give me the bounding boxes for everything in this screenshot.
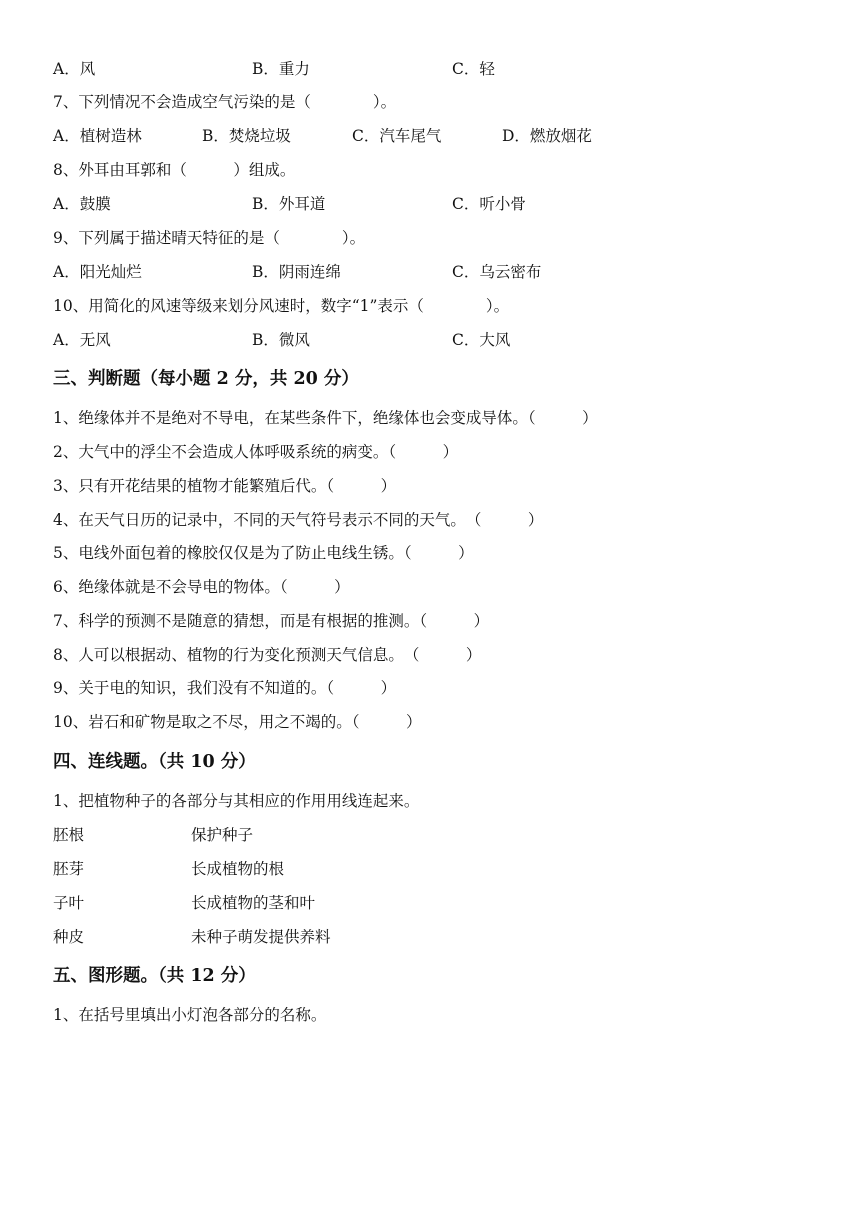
judge-item-4: 4、在天气日历的记录中，不同的天气符号表示不同的天气。 （ ） bbox=[53, 511, 544, 529]
question-10: 10、用简化的风速等级来划分风速时，数字“1”表示（ ）。 bbox=[53, 297, 510, 315]
q9-option-c: C．乌云密布 bbox=[452, 263, 542, 281]
q10-option-b: B．微风 bbox=[252, 331, 310, 349]
q7-option-d: D．燃放烟花 bbox=[502, 127, 592, 145]
function-protect-seed: 保护种子 bbox=[191, 826, 254, 844]
judge-item-8: 8、人可以根据动、植物的行为变化预测天气信息。 （ ） bbox=[53, 646, 482, 664]
q9-option-b: B．阴雨连绵 bbox=[252, 263, 341, 281]
judge-item-1: 1、绝缘体并不是绝对不导电，在某些条件下，绝缘体也会变成导体。（ ） bbox=[53, 409, 598, 427]
seed-part-plumule: 胚芽 bbox=[53, 860, 85, 878]
judge-item-5: 5、电线外面包着的橡胶仅仅是为了防止电线生锈。（ ） bbox=[53, 544, 474, 562]
q7-option-c: C．汽车尾气 bbox=[352, 127, 442, 145]
seed-part-radicle: 胚根 bbox=[53, 826, 85, 844]
q10-option-a: A．无风 bbox=[53, 331, 111, 349]
judge-item-2: 2、大气中的浮尘不会造成人体呼吸系统的病变。（ ） bbox=[53, 443, 459, 461]
judge-item-3: 3、只有开花结果的植物才能繁殖后代。（ ） bbox=[53, 477, 397, 495]
judge-item-7: 7、科学的预测不是随意的猜想，而是有根据的推测。（ ） bbox=[53, 612, 490, 630]
judge-item-6: 6、绝缘体就是不会导电的物体。（ ） bbox=[53, 578, 350, 596]
function-grow-root: 长成植物的根 bbox=[191, 860, 285, 878]
q7-option-a: A．植树造林 bbox=[53, 127, 142, 145]
figure-instruction: 1、在括号里填出小灯泡各部分的名称。 bbox=[53, 1006, 327, 1024]
question-9: 9、下列属于描述晴天特征的是（ ）。 bbox=[53, 229, 366, 247]
function-grow-stem-leaf: 长成植物的茎和叶 bbox=[191, 894, 316, 912]
q8-option-c: C．听小骨 bbox=[452, 195, 526, 213]
q8-option-a: A．鼓膜 bbox=[53, 195, 111, 213]
q10-option-c: C．大风 bbox=[452, 331, 511, 349]
q6-option-b: B．重力 bbox=[252, 60, 310, 78]
function-provide-nutrients: 未种子萌发提供养料 bbox=[191, 928, 331, 946]
matching-instruction: 1、把植物种子的各部分与其相应的作用用线连起来。 bbox=[53, 792, 420, 810]
seed-part-seed-coat: 种皮 bbox=[53, 928, 85, 946]
judge-item-10: 10、岩石和矿物是取之不尽，用之不竭的。（ ） bbox=[53, 713, 422, 731]
question-7: 7、下列情况不会造成空气污染的是（ ）。 bbox=[53, 93, 397, 111]
q9-option-a: A．阳光灿烂 bbox=[53, 263, 142, 281]
q6-option-c: C．轻 bbox=[452, 60, 495, 78]
q6-option-a: A．风 bbox=[53, 60, 96, 78]
section-heading-figure: 五、图形题。（共 12 分） bbox=[53, 966, 256, 986]
q7-option-b: B．焚烧垃圾 bbox=[202, 127, 291, 145]
question-8: 8、外耳由耳郭和（ ）组成。 bbox=[53, 161, 296, 179]
section-heading-matching: 四、连线题。（共 10 分） bbox=[53, 752, 256, 772]
seed-part-cotyledon: 子叶 bbox=[53, 894, 85, 912]
section-heading-judge: 三、判断题（每小题 2 分，共 20 分） bbox=[53, 369, 359, 389]
judge-item-9: 9、关于电的知识，我们没有不知道的。（ ） bbox=[53, 679, 397, 697]
q8-option-b: B．外耳道 bbox=[252, 195, 326, 213]
